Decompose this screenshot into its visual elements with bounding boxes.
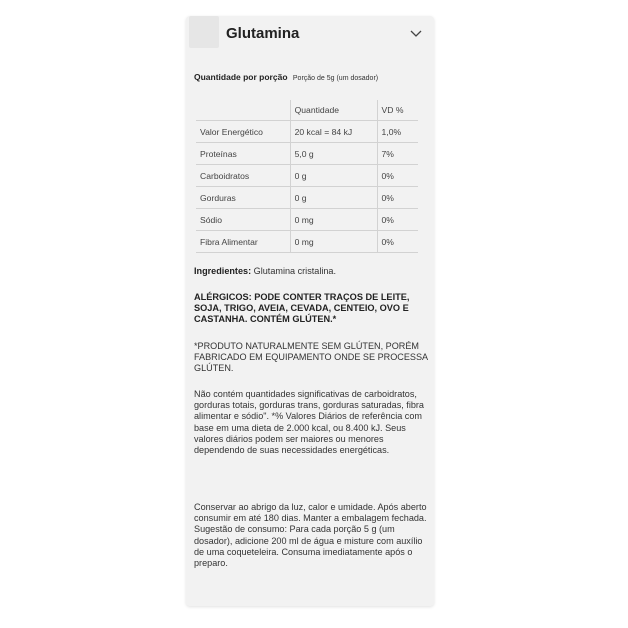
nutrient-name: Sódio [196, 209, 290, 231]
nutrient-name: Fibra Alimentar [196, 231, 290, 253]
portion-info [194, 72, 378, 82]
nutrient-quantity: 5,0 g [290, 143, 377, 165]
table-row [196, 209, 418, 231]
table-row [196, 187, 418, 209]
nutrient-name: Carboidratos [196, 165, 290, 187]
nutrient-quantity: 0 g [290, 187, 377, 209]
ingredients-text [194, 266, 430, 277]
nutrient-name: Valor Energético [196, 121, 290, 143]
portion-label: Quantidade por porção [194, 72, 288, 82]
nutrient-quantity: 0 g [290, 165, 377, 187]
table-row [196, 143, 418, 165]
nutrient-name: Gorduras [196, 187, 290, 209]
nutrient-quantity: 0 mg [290, 231, 377, 253]
ingredients-label: Ingredientes: [194, 266, 252, 276]
nutrient-vd: 0% [377, 231, 418, 253]
nutrient-vd: 0% [377, 187, 418, 209]
column-header-vd: VD % [377, 100, 418, 121]
nutrient-vd: 0% [377, 209, 418, 231]
nutrient-name: Proteínas [196, 143, 290, 165]
column-header-quantidade: Quantidade [290, 100, 377, 121]
nutrient-quantity: 20 kcal = 84 kJ [290, 121, 377, 143]
nutrient-quantity: 0 mg [290, 209, 377, 231]
nutrient-vd: 7% [377, 143, 418, 165]
disclaimer-text: Não contém quantidades significativas de carboidratos, gorduras totais, gorduras trans, gorduras saturadas, fibra alimentar e sódio". *% Valores Diários de referência com base em uma dieta de 2.000 kcal, ou 8.400 kJ. Seus valores diários podem ser maiores ou menores dependendo de suas necessidades energéticas. [194, 389, 424, 456]
accordion-header[interactable] [186, 16, 434, 50]
table-row [196, 165, 418, 187]
portion-value: Porção de 5g (um dosador) [292, 75, 379, 82]
ingredients-value: Glutamina cristalina. [251, 266, 337, 276]
product-thumbnail [189, 16, 219, 48]
nutrient-vd: 1,0% [377, 121, 418, 143]
storage-instructions: Conservar ao abrigo da luz, calor e umidade. Após aberto consumir em até 180 dias. Manter a embalagem fechada. Sugestão de consumo: Para cada porção 5 g (um dosador), adicione 200 ml de água e misture com auxílio de uma coqueteleira. Consuma imediatamente após o preparo. [194, 502, 427, 569]
product-title: Glutamina [226, 25, 300, 42]
nutrition-panel [186, 16, 434, 606]
table-header-row [196, 100, 418, 121]
column-header [196, 100, 290, 121]
allergens-text: ALÉRGICOS: PODE CONTER TRAÇOS DE LEITE, SOJA, TRIGO, AVEIA, CEVADA, CENTEIO, OVO E CASTANHA. CONTÉM GLÚTEN.* [194, 292, 410, 325]
gluten-note: *PRODUTO NATURALMENTE SEM GLÚTEN, PORÉM FABRICADO EM EQUIPAMENTO ONDE SE PROCESSA GLÚTEN. [194, 341, 428, 374]
table-row [196, 231, 418, 253]
table-row [196, 121, 418, 143]
nutrient-vd: 0% [377, 165, 418, 187]
nutrition-table [196, 100, 418, 253]
chevron-down-icon[interactable] [410, 30, 422, 38]
